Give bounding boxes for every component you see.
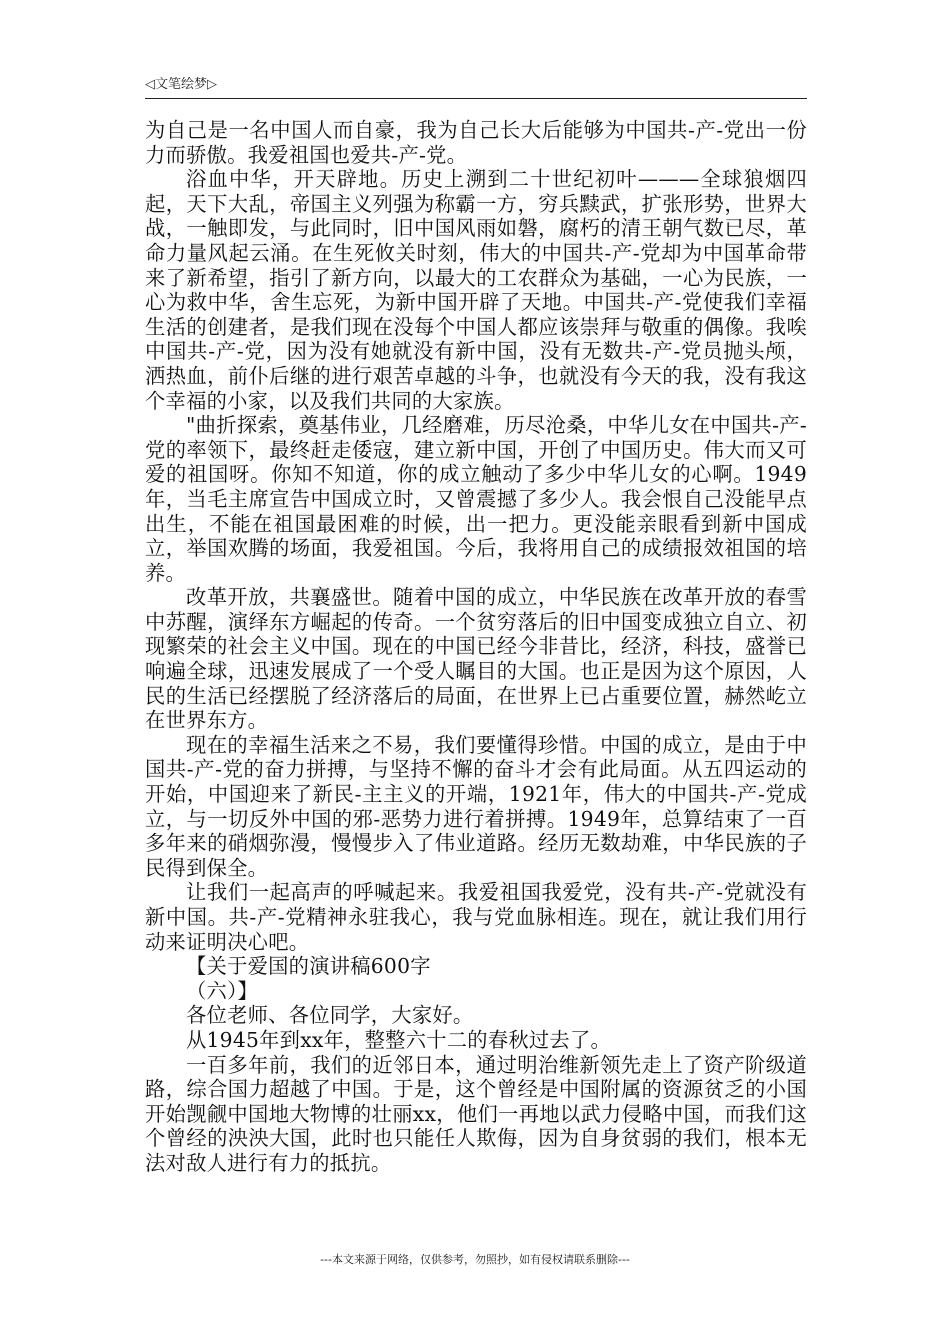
paragraph-2: 浴血中华，开天辟地。历史上溯到二十世纪初叶———全球狼烟四起，天下大乱，帝国主义列强为称霸一方，穷兵黩武，扩张形势，世界大战，一触即发，与此同时，旧中国风雨如磐，腐朽的清王朝气数已尽，革命力量风起云涌。在生死攸关时刻，伟大的中国共-产-党却为中国革命带来了新希望，指引了新方向，以最大的工农群众为基础，一心为民族，一心为救中华，舍生忘死，为新中国开辟了天地。中国共-产-党使我们幸福生活的创建者，是我们现在没每个中国人都应该崇拜与敬重的偶像。我唉中国共-产-党，因为没有她就没有新中国，没有无数共-产-党员抛头颅，洒热血，前仆后继的进行艰苦卓越的斗争，也就没有今天的我，没有我这个幸福的小家，以及我们共同的大家族。 [145, 167, 807, 413]
left-triangle-icon: ◁ [145, 77, 155, 92]
paragraph-5: 现在的幸福生活来之不易，我们要懂得珍惜。中国的成立，是由于中国共-产-党的奋力拼搏，与坚持不懈的奋斗才会有此局面。从五四运动的开始，中国迎来了新民-主主义的开端，1921年，伟大的中国共-产-党成立，与一切反外中国的邪-恶势力进行着拼搏。1949年，总算结束了一百多年来的硝烟弥漫，慢慢步入了伟业道路。经历无数劫难，中华民族的子民得到保全。 [145, 732, 807, 880]
section-heading-line-2: （六）】 [186, 978, 258, 1003]
header-title: 文笔绘梦 [155, 77, 208, 92]
paragraph-1: 为自己是一名中国人而自豪，我为自己长大后能够为中国共-产-党出一份力而骄傲。我爱祖国也爱共-产-党。 [145, 118, 807, 167]
paragraph-7: 从1945年到xx年，整整六十二的春秋过去了。 [186, 1027, 612, 1052]
paragraph-3: "曲折探索，奠基伟业，几经磨难，历尽沧桑，中华儿女在中国共-产-党的率领下，最终赶走倭寇，建立新中国，开创了中国历史。伟大而又可爱的祖国呀。你知不知道，你的成立触动了多少中华儿女的心啊。1949年，当毛主席宣告中国成立时，又曾震撼了多少人。我会恨自己没能早点出生，不能在祖国最困难的时候，出一把力。更没能亲眼看到新中国成立，举国欢腾的场面，我爱祖国。今后，我将用自己的成绩报效祖国的培养。 [145, 413, 807, 585]
page-header [145, 76, 807, 99]
right-triangle-icon: ▷ [207, 77, 218, 92]
section-heading-line-1: 【关于爱国的演讲稿600字 [186, 954, 431, 979]
greeting: 各位老师、各位同学，大家好。 [186, 1003, 474, 1028]
page-footer: ---本文来源于网络，仅供参考，勿照抄，如有侵权请联系删除--- [320, 1253, 630, 1266]
paragraph-6: 让我们一起高声的呼喊起来。我爱祖国我爱党，没有共-产-党就没有新中国。共-产-党精神永驻我心，我与党血脉相连。现在，就让我们用行动来证明决心吧。 [145, 880, 807, 954]
paragraph-8: 一百多年前，我们的近邻日本，通过明治维新领先走上了资产阶级道路，综合国力超越了中国。于是，这个曾经是中国附属的资源贫乏的小国开始觊觎中国地大物博的壮丽xx，他们一再地以武力侵略中国，而我们这个曾经的泱泱大国，此时也只能任人欺侮，因为自身贫弱的我们，根本无法对敌人进行有力的抵抗。 [145, 1052, 807, 1175]
paragraph-4: 改革开放，共襄盛世。随着中国的成立，中华民族在改革开放的春雪中苏醒，演绎东方崛起的传奇。一个贫穷落后的旧中国变成独立自立、初现繁荣的社会主义中国。现在的中国已经今非昔比，经济，科技，盛誉已响遍全球，迅速发展成了一个受人瞩目的大国。也正是因为这个原因，人民的生活已经摆脱了经济落后的局面，在世界上已占重要位置，赫然屹立在世界东方。 [145, 585, 807, 733]
header-title-group [145, 76, 217, 94]
document-body [145, 118, 807, 1176]
